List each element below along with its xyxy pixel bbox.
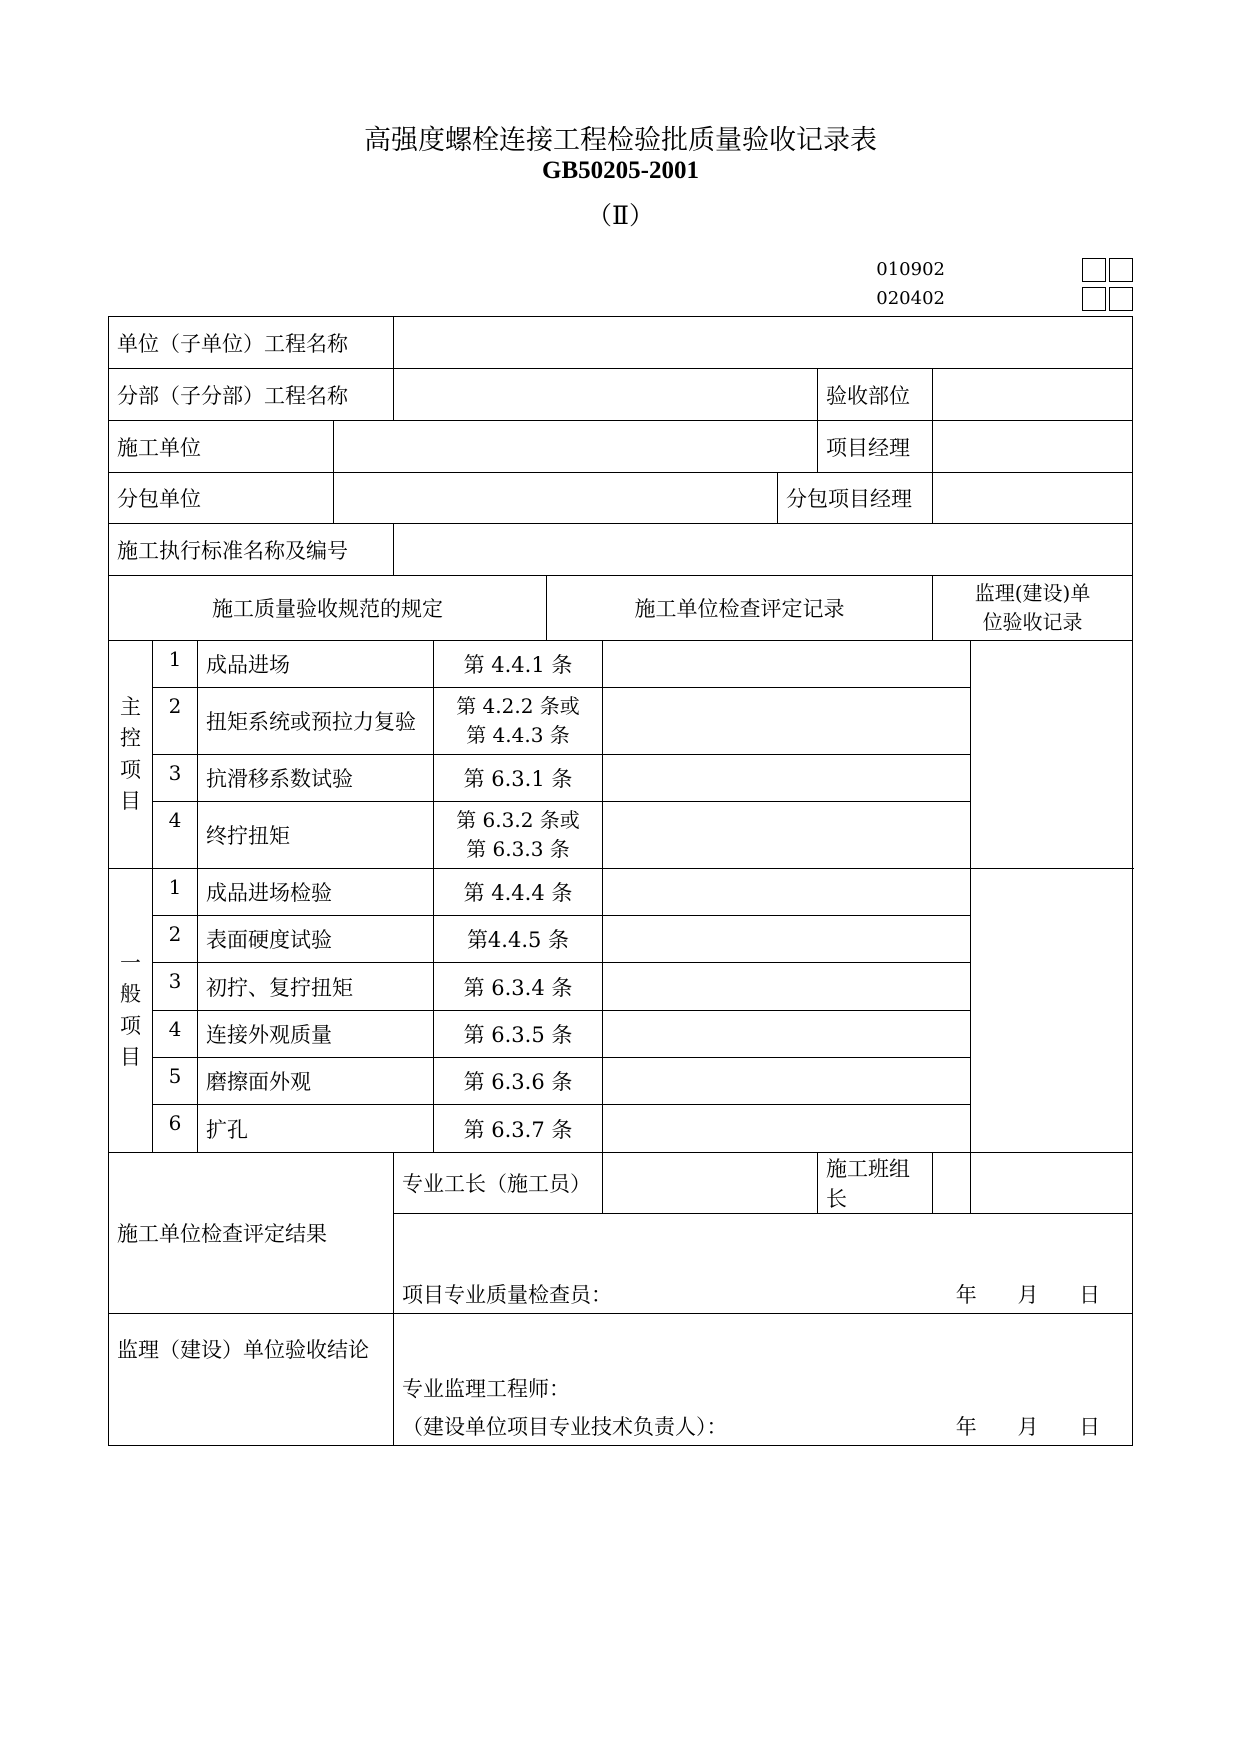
item-name: 成品进场 [198, 641, 434, 688]
spec-column-header: 施工质量验收规范的规定 [109, 576, 547, 641]
owner-label: （建设单位项目专业技术负责人）： [402, 1415, 728, 1439]
item-number: 6 [153, 1105, 198, 1153]
supervision-conclusion-field[interactable] [394, 1314, 1133, 1446]
item-number: 3 [153, 963, 198, 1011]
construction-result-label: 施工单位检查评定结果 [109, 1153, 394, 1314]
supervision-header-line: 监理(建设)单 [974, 581, 1091, 605]
item-name: 终拧扭矩 [198, 802, 434, 869]
main-items-label [109, 641, 153, 869]
subcontract-manager-label: 分包项目经理 [778, 473, 933, 524]
item-number: 3 [153, 755, 198, 802]
acceptance-record-table [108, 316, 1133, 1446]
unit-project-name-label: 单位（子单位）工程名称 [109, 317, 394, 369]
construction-unit-field[interactable] [334, 421, 818, 473]
code-box[interactable] [1109, 258, 1133, 282]
item-name: 扭矩系统或预拉力复验 [198, 688, 434, 755]
foreman-field[interactable] [603, 1153, 818, 1214]
clause-line: 第 6.3.2 条或 [456, 808, 580, 832]
item-name: 抗滑移系数试验 [198, 755, 434, 802]
general-items-label [109, 869, 153, 1153]
item-clause: 第 6.3.6 条 [434, 1058, 603, 1105]
item-clause [434, 688, 603, 755]
item-name: 磨擦面外观 [198, 1058, 434, 1105]
item-number: 2 [153, 916, 198, 963]
day-label: 日 [1079, 1283, 1101, 1307]
label-char: 般 [120, 982, 141, 1006]
form-code-2: 020402 [876, 288, 945, 309]
month-label: 月 [1017, 1283, 1039, 1307]
form-title: 高强度螺栓连接工程检验批质量验收记录表 [364, 125, 877, 156]
check-record-cell[interactable] [603, 1011, 971, 1058]
check-record-cell[interactable] [603, 755, 971, 802]
month-label: 月 [1017, 1415, 1039, 1439]
supervision-column-header [933, 576, 1133, 641]
standard-name-field[interactable] [394, 524, 1133, 576]
subcontract-manager-field[interactable] [933, 473, 1133, 524]
check-record-cell[interactable] [603, 1105, 971, 1153]
acceptance-part-label: 验收部位 [818, 369, 933, 421]
label-char: 主 [120, 694, 141, 719]
item-clause: 第 4.4.1 条 [434, 641, 603, 688]
item-number: 4 [153, 802, 198, 869]
item-name: 初拧、复拧扭矩 [198, 963, 434, 1011]
item-number: 1 [153, 641, 198, 688]
item-clause: 第4.4.5 条 [434, 916, 603, 963]
item-clause [434, 802, 603, 869]
check-record-cell[interactable] [603, 963, 971, 1011]
standard-code: GB50205-2001 [542, 157, 699, 184]
check-record-column-header: 施工单位检查评定记录 [547, 576, 933, 641]
code-box[interactable] [1082, 258, 1106, 282]
year-label: 年 [955, 1415, 977, 1439]
team-leader-extra-field[interactable] [971, 1153, 1133, 1214]
label-char: 项 [120, 757, 141, 782]
engineer-label: 专业监理工程师： [402, 1377, 570, 1401]
year-label: 年 [955, 1283, 977, 1307]
label-char: 项 [120, 1013, 141, 1038]
subcontract-unit-label: 分包单位 [109, 473, 334, 524]
item-name: 扩孔 [198, 1105, 434, 1153]
item-clause: 第 6.3.5 条 [434, 1011, 603, 1058]
check-record-cell[interactable] [603, 916, 971, 963]
label-char: 目 [120, 789, 141, 813]
item-name: 成品进场检验 [198, 869, 434, 916]
supervision-record-cell[interactable] [971, 869, 1133, 1153]
team-leader-label: 施工班组长 [818, 1153, 933, 1214]
check-record-cell[interactable] [603, 641, 971, 688]
code-box[interactable] [1109, 287, 1133, 311]
supervision-header-line: 位验收记录 [982, 610, 1083, 634]
item-clause: 第 6.3.7 条 [434, 1105, 603, 1153]
supervision-conclusion-label: 监理（建设）单位验收结论 [109, 1314, 394, 1446]
item-number: 4 [153, 1011, 198, 1058]
item-number: 2 [153, 688, 198, 755]
item-clause: 第 4.4.4 条 [434, 869, 603, 916]
clause-line: 第 4.2.2 条或 [456, 694, 580, 718]
item-clause: 第 6.3.4 条 [434, 963, 603, 1011]
form-code-1: 010902 [876, 259, 945, 280]
construction-unit-label: 施工单位 [109, 421, 334, 473]
item-number: 1 [153, 869, 198, 916]
label-char: 一 [120, 950, 141, 975]
check-record-cell[interactable] [603, 688, 971, 755]
item-clause: 第 6.3.1 条 [434, 755, 603, 802]
clause-line: 第 4.4.3 条 [466, 723, 570, 747]
inspector-label: 项目专业质量检查员： [402, 1283, 612, 1307]
team-leader-field[interactable] [933, 1153, 971, 1214]
form-part: （Ⅱ） [587, 201, 654, 230]
code-box[interactable] [1082, 287, 1106, 311]
sub-project-name-label: 分部（子分部）工程名称 [109, 369, 394, 421]
standard-name-label: 施工执行标准名称及编号 [109, 524, 394, 576]
item-number: 5 [153, 1058, 198, 1105]
project-manager-label: 项目经理 [818, 421, 933, 473]
day-label: 日 [1079, 1415, 1101, 1439]
item-name: 连接外观质量 [198, 1011, 434, 1058]
supervision-record-cell[interactable] [971, 641, 1133, 869]
sub-project-name-field[interactable] [394, 369, 818, 421]
subcontract-unit-field[interactable] [334, 473, 778, 524]
acceptance-part-field[interactable] [933, 369, 1133, 421]
label-char: 目 [120, 1045, 141, 1069]
foreman-label: 专业工长（施工员） [394, 1153, 603, 1214]
project-manager-field[interactable] [933, 421, 1133, 473]
check-record-cell[interactable] [603, 869, 971, 916]
clause-line: 第 6.3.3 条 [466, 837, 570, 861]
item-name: 表面硬度试验 [198, 916, 434, 963]
label-char: 控 [120, 726, 141, 750]
unit-project-name-field[interactable] [394, 317, 1133, 369]
check-record-cell[interactable] [603, 1058, 971, 1105]
check-record-cell[interactable] [603, 802, 971, 869]
construction-result-field[interactable] [394, 1214, 1133, 1314]
